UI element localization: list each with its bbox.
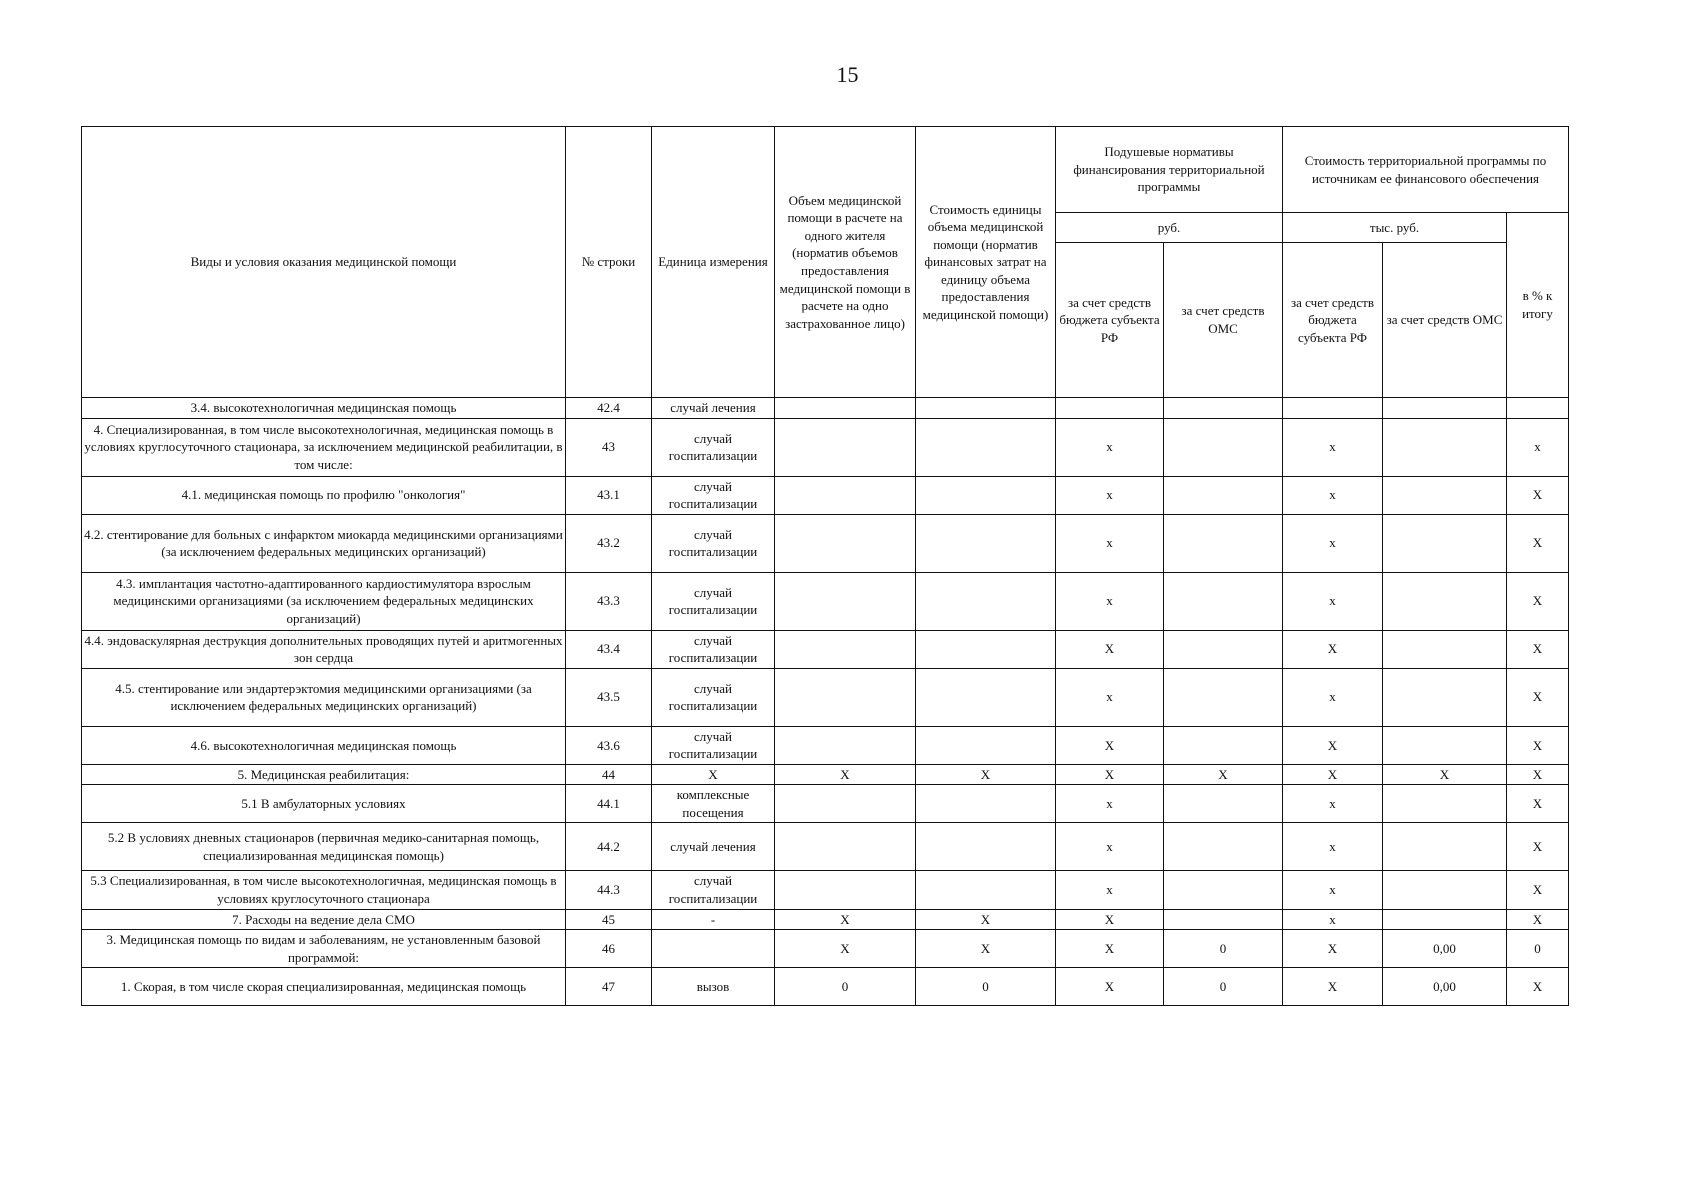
- row-name: 5.2 В условиях дневных стационаров (первичная медико-санитарная помощь, специализированная медицинская помощь): [82, 823, 566, 871]
- row-unit: случай госпитализации: [652, 418, 775, 476]
- row-volume: [775, 572, 916, 630]
- row-number: 43.3: [566, 572, 652, 630]
- row-name: 7. Расходы на ведение дела СМО: [82, 909, 566, 930]
- row-oms-total: [1383, 398, 1507, 419]
- row-unit: -: [652, 909, 775, 930]
- row-oms-total: [1383, 418, 1507, 476]
- row-oms-total: [1383, 871, 1507, 909]
- row-cost: X: [916, 764, 1056, 785]
- row-oms: 0: [1164, 930, 1283, 968]
- row-budget-total: X: [1283, 630, 1383, 668]
- header-unit-rub: руб.: [1056, 213, 1283, 243]
- header-budget-2: за счет средств бюджета субъекта РФ: [1283, 243, 1383, 398]
- table-body: [82, 398, 1569, 1006]
- row-number: 42.4: [566, 398, 652, 419]
- row-name: 5. Медицинская реабилитация:: [82, 764, 566, 785]
- row-budget: X: [1056, 764, 1164, 785]
- row-cost: [916, 823, 1056, 871]
- row-name: 4.5. стентирование или эндартерэктомия медицинскими организациями (за исключением федеральных медицинских организаций): [82, 668, 566, 726]
- table-row: [82, 476, 1569, 514]
- row-budget-total: x: [1283, 823, 1383, 871]
- row-unit: комплексные посещения: [652, 785, 775, 823]
- row-budget: x: [1056, 823, 1164, 871]
- table-row: [82, 764, 1569, 785]
- header-percapita-group: Подушевые нормативы финансирования территориальной программы: [1056, 127, 1283, 213]
- row-percent: X: [1507, 785, 1569, 823]
- row-number: 46: [566, 930, 652, 968]
- row-budget-total: [1283, 398, 1383, 419]
- row-name: 1. Скорая, в том числе скорая специализированная, медицинская помощь: [82, 968, 566, 1006]
- row-oms-total: [1383, 514, 1507, 572]
- row-volume: [775, 668, 916, 726]
- row-percent: X: [1507, 968, 1569, 1006]
- row-budget: x: [1056, 668, 1164, 726]
- table-row: [82, 968, 1569, 1006]
- header-cost: Стоимость единицы объема медицинской помощи (норматив финансовых затрат на единицу объема предоставления медицинской помощи): [916, 127, 1056, 398]
- row-cost: [916, 668, 1056, 726]
- row-budget: X: [1056, 726, 1164, 764]
- row-volume: X: [775, 930, 916, 968]
- row-percent: X: [1507, 823, 1569, 871]
- table-row: [82, 930, 1569, 968]
- row-oms-total: [1383, 476, 1507, 514]
- row-budget: X: [1056, 968, 1164, 1006]
- row-cost: [916, 785, 1056, 823]
- row-percent: [1507, 398, 1569, 419]
- row-budget-total: x: [1283, 909, 1383, 930]
- row-number: 44.2: [566, 823, 652, 871]
- row-oms: [1164, 476, 1283, 514]
- row-name: 3.4. высокотехнологичная медицинская помощь: [82, 398, 566, 419]
- row-unit: случай лечения: [652, 823, 775, 871]
- table-row: [82, 418, 1569, 476]
- row-volume: X: [775, 909, 916, 930]
- financing-table: [81, 126, 1569, 1006]
- row-budget-total: X: [1283, 930, 1383, 968]
- row-name: 5.3 Специализированная, в том числе высокотехнологичная, медицинская помощь в условиях круглосуточного стационара: [82, 871, 566, 909]
- row-oms: [1164, 871, 1283, 909]
- row-percent: X: [1507, 476, 1569, 514]
- row-volume: [775, 398, 916, 419]
- row-budget-total: x: [1283, 871, 1383, 909]
- table-row: [82, 726, 1569, 764]
- table-row: [82, 823, 1569, 871]
- table-row: [82, 871, 1569, 909]
- row-budget: x: [1056, 476, 1164, 514]
- row-unit: случай госпитализации: [652, 572, 775, 630]
- row-volume: [775, 476, 916, 514]
- row-budget-total: x: [1283, 418, 1383, 476]
- row-unit: случай госпитализации: [652, 630, 775, 668]
- row-budget-total: X: [1283, 968, 1383, 1006]
- row-cost: [916, 630, 1056, 668]
- row-volume: X: [775, 764, 916, 785]
- row-number: 44.1: [566, 785, 652, 823]
- row-cost: [916, 572, 1056, 630]
- table-row: [82, 398, 1569, 419]
- row-budget: X: [1056, 630, 1164, 668]
- row-name: 4.1. медицинская помощь по профилю "онкология": [82, 476, 566, 514]
- row-budget-total: x: [1283, 785, 1383, 823]
- row-cost: X: [916, 930, 1056, 968]
- row-budget: x: [1056, 572, 1164, 630]
- row-volume: [775, 514, 916, 572]
- row-number: 47: [566, 968, 652, 1006]
- header-budget: за счет средств бюджета субъекта РФ: [1056, 243, 1164, 398]
- header-oms: за счет средств ОМС: [1164, 243, 1283, 398]
- row-oms: [1164, 823, 1283, 871]
- table-row: [82, 909, 1569, 930]
- table-row: [82, 668, 1569, 726]
- row-volume: [775, 823, 916, 871]
- row-unit: вызов: [652, 968, 775, 1006]
- row-percent: X: [1507, 871, 1569, 909]
- row-number: 43: [566, 418, 652, 476]
- row-percent: X: [1507, 668, 1569, 726]
- row-percent: X: [1507, 726, 1569, 764]
- row-budget-total: x: [1283, 572, 1383, 630]
- row-unit: случай лечения: [652, 398, 775, 419]
- row-oms: [1164, 572, 1283, 630]
- row-number: 43.6: [566, 726, 652, 764]
- row-number: 43.5: [566, 668, 652, 726]
- row-volume: [775, 871, 916, 909]
- row-name: 4.3. имплантация частотно-адаптированного кардиостимулятора взрослым медицинскими организациями (за исключением федеральных медицинских организаций): [82, 572, 566, 630]
- row-oms: [1164, 726, 1283, 764]
- row-oms-total: 0,00: [1383, 968, 1507, 1006]
- row-volume: [775, 418, 916, 476]
- row-volume: [775, 785, 916, 823]
- row-budget: x: [1056, 785, 1164, 823]
- row-percent: X: [1507, 909, 1569, 930]
- row-cost: [916, 726, 1056, 764]
- header-unit-thousand-rub: тыс. руб.: [1283, 213, 1507, 243]
- row-oms: [1164, 514, 1283, 572]
- table-row: [82, 514, 1569, 572]
- row-name: 4.2. стентирование для больных с инфарктом миокарда медицинскими организациями (за исключением федеральных медицинских организаций): [82, 514, 566, 572]
- row-name: 5.1 В амбулаторных условиях: [82, 785, 566, 823]
- row-budget: X: [1056, 909, 1164, 930]
- row-budget-total: X: [1283, 764, 1383, 785]
- row-cost: 0: [916, 968, 1056, 1006]
- table-row: [82, 785, 1569, 823]
- table-row: [82, 630, 1569, 668]
- row-unit: X: [652, 764, 775, 785]
- header-oms-2: за счет средств ОМС: [1383, 243, 1507, 398]
- row-name: 3. Медицинская помощь по видам и заболеваниям, не установленным базовой программой:: [82, 930, 566, 968]
- row-oms: X: [1164, 764, 1283, 785]
- row-oms: 0: [1164, 968, 1283, 1006]
- row-name: 4.4. эндоваскулярная деструкция дополнительных проводящих путей и аритмогенных зон сердца: [82, 630, 566, 668]
- row-cost: [916, 398, 1056, 419]
- row-budget: [1056, 398, 1164, 419]
- row-percent: X: [1507, 630, 1569, 668]
- row-cost: [916, 418, 1056, 476]
- row-oms: [1164, 785, 1283, 823]
- row-oms-total: [1383, 909, 1507, 930]
- row-cost: [916, 476, 1056, 514]
- row-cost: X: [916, 909, 1056, 930]
- row-volume: 0: [775, 968, 916, 1006]
- row-oms-total: [1383, 823, 1507, 871]
- row-cost: [916, 871, 1056, 909]
- row-unit: случай госпитализации: [652, 726, 775, 764]
- row-cost: [916, 514, 1056, 572]
- row-oms: [1164, 398, 1283, 419]
- row-percent: 0: [1507, 930, 1569, 968]
- header-unit: Единица измерения: [652, 127, 775, 398]
- header-volume: Объем медицинской помощи в расчете на одного жителя (норматив объемов предоставления медицинской помощи в расчете на одно застрахованное лицо): [775, 127, 916, 398]
- row-budget-total: X: [1283, 726, 1383, 764]
- row-budget: x: [1056, 871, 1164, 909]
- row-number: 44.3: [566, 871, 652, 909]
- row-percent: X: [1507, 764, 1569, 785]
- row-budget: x: [1056, 514, 1164, 572]
- row-oms-total: X: [1383, 764, 1507, 785]
- row-budget: X: [1056, 930, 1164, 968]
- row-unit: случай госпитализации: [652, 871, 775, 909]
- row-name: 4.6. высокотехнологичная медицинская помощь: [82, 726, 566, 764]
- header-total-group: Стоимость территориальной программы по источникам ее финансового обеспечения: [1283, 127, 1569, 213]
- row-percent: X: [1507, 572, 1569, 630]
- row-oms: [1164, 630, 1283, 668]
- row-budget-total: x: [1283, 476, 1383, 514]
- row-percent: x: [1507, 418, 1569, 476]
- row-number: 44: [566, 764, 652, 785]
- row-unit: [652, 930, 775, 968]
- row-percent: X: [1507, 514, 1569, 572]
- table-row: [82, 572, 1569, 630]
- row-unit: случай госпитализации: [652, 476, 775, 514]
- row-number: 43.1: [566, 476, 652, 514]
- row-oms: [1164, 909, 1283, 930]
- row-number: 43.4: [566, 630, 652, 668]
- row-oms-total: [1383, 785, 1507, 823]
- row-oms-total: [1383, 726, 1507, 764]
- row-oms: [1164, 418, 1283, 476]
- header-percent: в % к итогу: [1507, 213, 1569, 398]
- row-budget-total: x: [1283, 514, 1383, 572]
- row-oms-total: [1383, 572, 1507, 630]
- row-number: 43.2: [566, 514, 652, 572]
- row-oms-total: 0,00: [1383, 930, 1507, 968]
- row-budget-total: x: [1283, 668, 1383, 726]
- row-unit: случай госпитализации: [652, 668, 775, 726]
- row-volume: [775, 630, 916, 668]
- row-oms-total: [1383, 668, 1507, 726]
- row-unit: случай госпитализации: [652, 514, 775, 572]
- row-number: 45: [566, 909, 652, 930]
- header-row-number: № строки: [566, 127, 652, 398]
- row-oms-total: [1383, 630, 1507, 668]
- row-name: 4. Специализированная, в том числе высокотехнологичная, медицинская помощь в условиях круглосуточного стационара, за исключением медицинской реабилитации, в том числе:: [82, 418, 566, 476]
- header-name: Виды и условия оказания медицинской помощи: [82, 127, 566, 398]
- row-budget: x: [1056, 418, 1164, 476]
- row-oms: [1164, 668, 1283, 726]
- row-volume: [775, 726, 916, 764]
- page-number: 15: [836, 62, 859, 87]
